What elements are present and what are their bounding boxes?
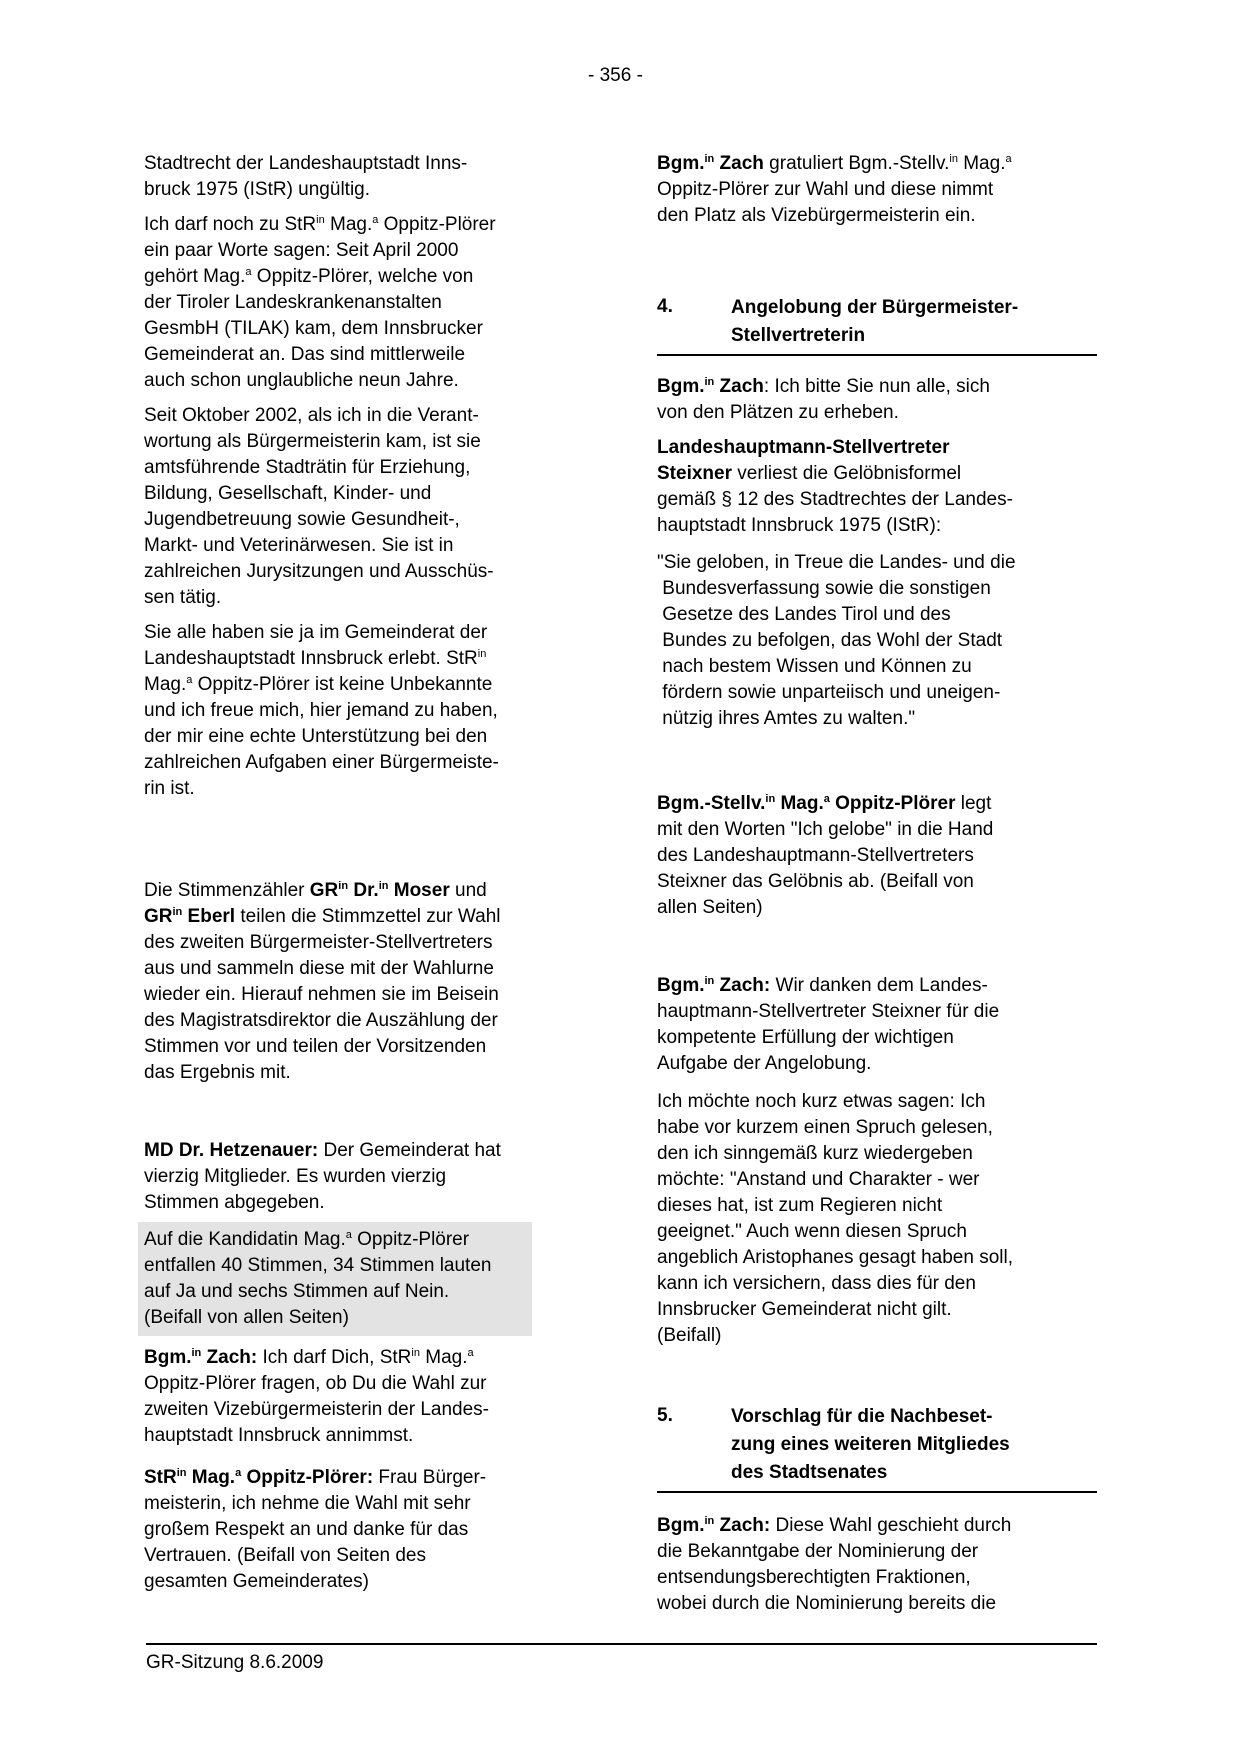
text-line [144,750,584,776]
text-run: Angelobung der Bürgermeister- [731,297,1019,318]
text-run: entsendungsberechtigten Fraktionen, [657,1567,971,1588]
superscript-text: in [176,1467,187,1479]
text-run: wobei durch die Nominierung bereits die [657,1593,997,1614]
highlighted-paragraph [138,1222,532,1336]
text-run: Bundesverfassung sowie die sonstigen [657,578,991,599]
text-run: hauptstadt Innsbruck annimmst. [144,1425,414,1446]
text-line [144,1190,584,1216]
text-line [144,177,584,203]
text-line [144,342,584,368]
text-run: geeignet." Auch wenn diesen Spruch [657,1221,967,1242]
text-line [657,151,1097,177]
text-line [144,403,584,429]
text-run: und ich freue mich, hier jemand zu haben, [144,700,498,721]
text-line [657,576,1097,602]
paragraph [144,403,584,611]
text-run: Oppitz-Plörer ist keine Unbekannte [192,674,493,695]
text-run: Bgm. [657,975,705,996]
text-line [657,513,1097,539]
text-run: den ich sinngemäß kurz wiedergeben [657,1143,973,1164]
superscript-text: in [378,880,389,892]
text-run: mit den Worten "Ich gelobe" in die Hand [657,819,994,840]
superscript-text: in [191,1347,202,1359]
text-run: meisterin, ich nehme die Wahl mit sehr [144,1493,471,1514]
text-run: auch schon unglaubliche neun Jahre. [144,370,459,391]
column-left [144,151,584,1595]
text-run: zahlreichen Aufgaben einer Bürgermeiste- [144,752,499,773]
text-run: Ich darf Dich, StR [257,1347,412,1368]
text-run: möchte: "Anstand und Charakter - wer [657,1169,980,1190]
text-line [657,177,1097,203]
text-run: GesmbH (TILAK) kam, dem Innsbrucker [144,318,483,339]
text-run: den Platz als Vizebürgermeisterin ein. [657,205,976,226]
paragraph [144,1345,584,1449]
text-run: GR [309,880,339,901]
paragraph [657,791,1097,921]
superscript-text: in [765,793,776,805]
paragraph [144,1138,584,1216]
superscript-text: in [411,1347,420,1359]
text-line [144,1397,584,1423]
text-run: Vertrauen. (Beifall von Seiten des [144,1545,427,1566]
text-line [144,151,584,177]
text-line [657,374,1097,400]
text-run: bruck 1975 (IStR) ungültig. [144,179,371,200]
text-line [657,1591,1097,1617]
text-line [144,1164,584,1190]
paragraph [144,151,584,203]
paragraph [144,212,584,394]
text-line [657,1167,1097,1193]
column-right [657,151,1097,1617]
text-line [144,904,584,930]
text-run: Stimmen vor und teilen der Vorsitzenden [144,1036,487,1057]
text-run: Steixner [657,463,732,484]
text-line [657,1565,1097,1591]
superscript-text: in [477,648,487,660]
text-line [144,507,584,533]
text-run: Steixner das Gelöbnis ab. (Beifall von [657,871,974,892]
text-run: Wir danken dem Landes- [770,975,988,996]
paragraph [144,620,584,802]
text-run: Mag. [419,1347,468,1368]
text-line [657,1089,1097,1115]
text-line [144,585,584,611]
text-line [657,843,1097,869]
text-run: : Ich bitte Sie nun alle, sich [763,376,990,397]
text-run: entfallen 40 Stimmen, 34 Stimmen lauten [144,1255,492,1276]
superscript-text: in [338,880,349,892]
text-run: und [449,880,487,901]
text-line [144,1569,584,1595]
text-run: großem Respekt an und danke für das [144,1519,469,1540]
text-run: Zach [714,153,764,174]
text-run: Auf die Kandidatin Mag. [144,1229,346,1250]
text-line [144,776,584,802]
text-run: Zach: [714,1515,771,1536]
text-line [657,869,1097,895]
text-run: Bgm. [657,1515,705,1536]
text-line [657,487,1097,513]
text-run: Oppitz-Plörer fragen, ob Du die Wahl zur [144,1373,487,1394]
text-run: (Beifall von allen Seiten) [144,1307,349,1328]
text-run: der mir eine echte Unterstützung bei den [144,726,488,747]
text-run: habe vor kurzem einen Spruch gelesen, [657,1117,993,1138]
text-line [731,1431,1010,1459]
text-run: Bundes zu befolgen, das Wohl der Stadt [657,630,1003,651]
text-run: gratuliert Bgm.-Stellv. [763,153,950,174]
text-run: legt [955,793,992,814]
text-line [657,654,1097,680]
text-run: StR [144,1467,177,1488]
text-line [144,1517,584,1543]
text-run: fördern sowie unparteiisch und uneigen- [657,682,1001,703]
text-line [144,1423,584,1449]
text-line [657,1271,1097,1297]
text-line [657,817,1097,843]
text-run: (Beifall) [657,1325,722,1346]
text-run: das Ergebnis mit. [144,1062,291,1083]
text-run: sen tätig. [144,587,222,608]
text-run: des Stadtsenates [731,1462,888,1483]
text-line [144,1543,584,1569]
text-run: zweiten Vizebürgermeisterin der Landes- [144,1399,489,1420]
text-run: Stellvertreterin [731,325,866,346]
section-title [731,294,1018,350]
text-line [657,400,1097,426]
text-line [657,1051,1097,1077]
page-number: - 356 - [588,65,643,86]
text-line [657,1539,1097,1565]
text-run: GR [144,906,173,927]
text-line [144,620,584,646]
text-line [144,429,584,455]
superscript-text: a [467,1347,474,1359]
text-line [657,1245,1097,1271]
text-run: Vorschlag für die Nachbeset- [731,1406,993,1427]
text-line [657,1513,1097,1539]
text-run: kompetente Erfüllung der wichtigen [657,1027,954,1048]
text-run: Landeshauptstadt Innsbruck erlebt. StR [144,648,478,669]
text-run: kann ich versichern, dass dies für den [657,1273,976,1294]
text-run: vierzig Mitglieder. Es wurden vierzig [144,1166,447,1187]
text-run: Oppitz-Plörer [351,1229,470,1250]
text-line [657,1219,1097,1245]
text-run: Oppitz-Plörer [378,214,496,235]
text-run: Mag. [957,153,1006,174]
text-line [144,1491,584,1517]
text-line [144,368,584,394]
text-line [657,999,1097,1025]
text-line [731,1459,1010,1487]
text-line [144,1345,584,1371]
text-line [731,1403,1010,1431]
text-run: MD Dr. Hetzenauer: [144,1140,319,1161]
superscript-text: in [704,153,715,165]
text-run: Moser [388,880,450,901]
text-run: auf Ja und sechs Stimmen auf Nein. [144,1281,450,1302]
text-run: verliest die Gelöbnisformel [731,463,962,484]
text-run: Zach: [714,975,771,996]
text-line [144,982,584,1008]
superscript-text: a [823,793,830,805]
text-line [657,791,1097,817]
text-run: Jugendbetreuung sowie Gesundheit-, [144,509,460,530]
text-line [657,895,1097,921]
superscript-text: in [949,153,958,165]
superscript-text: in [704,1515,715,1527]
text-line [144,559,584,585]
text-line [144,1305,526,1331]
superscript-text: a [186,674,193,686]
text-line [144,724,584,750]
text-run: Eberl [182,906,236,927]
text-line [144,878,584,904]
text-run: hauptstadt Innsbruck 1975 (IStR): [657,515,942,536]
text-line [657,602,1097,628]
superscript-text: in [172,906,183,918]
text-line [657,1193,1097,1219]
section-number: 5. [657,1405,673,1426]
text-run: Diese Wahl geschieht durch [770,1515,1012,1536]
text-run: Landeshauptmann-Stellvertreter [657,437,950,458]
text-run: Stimmen abgegeben. [144,1192,325,1213]
text-line [144,1253,526,1279]
text-run: Markt- und Veterinärwesen. Sie ist in [144,535,454,556]
section-heading [657,294,1097,356]
text-run: Innsbrucker Gemeinderat nicht gilt. [657,1299,952,1320]
text-run: Oppitz-Plörer: [241,1467,374,1488]
text-line [144,1279,526,1305]
text-line [144,646,584,672]
text-line [144,1034,584,1060]
text-line [144,1060,584,1086]
text-run: dieses hat, ist zum Regieren nicht [657,1195,943,1216]
text-run: des zweiten Bürgermeister-Stellvertreters [144,932,493,953]
text-run: Zach [714,376,764,397]
text-run: wieder ein. Hierauf nehmen sie im Beisein [144,984,499,1005]
text-run: Frau Bürger- [373,1467,487,1488]
text-line [144,1465,584,1491]
section-number: 4. [657,296,673,317]
text-run: nach bestem Wissen und Können zu [657,656,972,677]
superscript-text: in [704,975,715,987]
text-run: die Bekanntgabe der Nominierung der [657,1541,979,1562]
text-line [657,435,1097,461]
text-run: Oppitz-Plörer zur Wahl und diese nimmt [657,179,994,200]
superscript-text: in [316,214,325,226]
text-run: gesamten Gemeinderates) [144,1571,369,1592]
paragraph [144,878,584,1086]
text-line [657,680,1097,706]
section-title [731,1403,1010,1487]
text-line [657,628,1097,654]
text-line [657,1297,1097,1323]
text-line [657,203,1097,229]
text-run: des Landeshauptmann-Stellvertreters [657,845,974,866]
text-line [144,1227,526,1253]
text-run: aus und sammeln diese mit der Wahlurne [144,958,494,979]
text-run: ein paar Worte sagen: Seit April 2000 [144,240,459,261]
text-line [657,706,1097,732]
text-run: "Sie geloben, in Treue die Landes- und die [657,552,1016,573]
superscript-text: a [1005,153,1012,165]
text-line [144,481,584,507]
text-run: Bildung, Gesellschaft, Kinder- und [144,483,432,504]
text-run: zahlreichen Jurysitzungen und Ausschüs- [144,561,494,582]
text-line [731,294,1018,322]
text-line [144,956,584,982]
text-line [657,461,1097,487]
text-line [144,212,584,238]
text-run: von den Plätzen zu erheben. [657,402,899,423]
text-line [144,1008,584,1034]
text-line [657,1141,1097,1167]
text-run: Sie alle haben sie ja im Gemeinderat der [144,622,488,643]
text-run: Bgm. [144,1347,192,1368]
text-run: Stadtrecht der Landeshauptstadt Inns- [144,153,468,174]
text-run: teilen die Stimmzettel zur Wahl [235,906,501,927]
text-run: des Magistratsdirektor die Auszählung der [144,1010,498,1031]
text-line [144,316,584,342]
text-run: nützig ihres Amtes zu walten." [657,708,916,729]
text-run: Seit Oktober 2002, als ich in die Verant- [144,405,479,426]
text-run: Oppitz-Plörer, welche von [251,266,474,287]
text-run: Mag. [144,674,187,695]
text-run: Dr. [348,880,379,901]
text-run: Ich darf noch zu StR [144,214,317,235]
text-line [144,290,584,316]
text-run: hauptmann-Stellvertreter Steixner für die [657,1001,1000,1022]
footer-text: GR-Sitzung 8.6.2009 [146,1652,324,1673]
text-run: angeblich Aristophanes gesagt haben soll, [657,1247,1013,1268]
text-line [657,550,1097,576]
text-run: Der Gemeinderat hat [318,1140,501,1161]
text-line [144,533,584,559]
text-run: Mag. [775,793,824,814]
text-line [731,322,1018,350]
text-line [144,1371,584,1397]
text-run: Bgm. [657,153,705,174]
text-run: Bgm. [657,376,705,397]
section-heading [657,1403,1097,1493]
text-line [144,264,584,290]
text-run: Die Stimmenzähler [144,880,310,901]
paragraph [657,374,1097,426]
superscript-text: a [245,266,252,278]
text-run: gehört Mag. [144,266,246,287]
text-run: Gemeinderat an. Das sind mittlerweile [144,344,466,365]
paragraph [657,973,1097,1077]
superscript-text: in [704,376,715,388]
text-line [144,455,584,481]
text-run: Ich möchte noch kurz etwas sagen: Ich [657,1091,986,1112]
text-run: Mag. [186,1467,236,1488]
paragraph [657,151,1097,229]
text-run: gemäß § 12 des Stadtrechtes der Landes- [657,489,1013,510]
text-run: allen Seiten) [657,897,763,918]
paragraph [657,1513,1097,1617]
text-line [657,1323,1097,1349]
text-run: rin ist. [144,778,195,799]
text-run: wortung als Bürgermeisterin kam, ist sie [144,431,481,452]
text-line [144,238,584,264]
superscript-text: a [345,1229,352,1241]
text-line [657,1025,1097,1051]
text-run: amtsführende Stadträtin für Erziehung, [144,457,471,478]
text-line [144,672,584,698]
text-run: Oppitz-Plörer [829,793,956,814]
footer-rule [146,1643,1097,1645]
text-run: der Tiroler Landeskrankenanstalten [144,292,442,313]
text-line [144,930,584,956]
text-run: zung eines weiteren Mitgliedes [731,1434,1010,1455]
paragraph [657,435,1097,539]
paragraph [657,550,1097,732]
superscript-text: a [372,214,379,226]
text-run: Bgm.-Stellv. [657,793,766,814]
text-line [144,1138,584,1164]
text-line [144,698,584,724]
text-line [657,973,1097,999]
text-run: Zach: [201,1347,258,1368]
superscript-text: a [235,1467,242,1479]
text-run: Mag. [324,214,373,235]
text-run: Aufgabe der Angelobung. [657,1053,872,1074]
paragraph [144,1465,584,1595]
text-line [657,1115,1097,1141]
paragraph [657,1089,1097,1349]
text-run: Gesetze des Landes Tirol und des [657,604,951,625]
